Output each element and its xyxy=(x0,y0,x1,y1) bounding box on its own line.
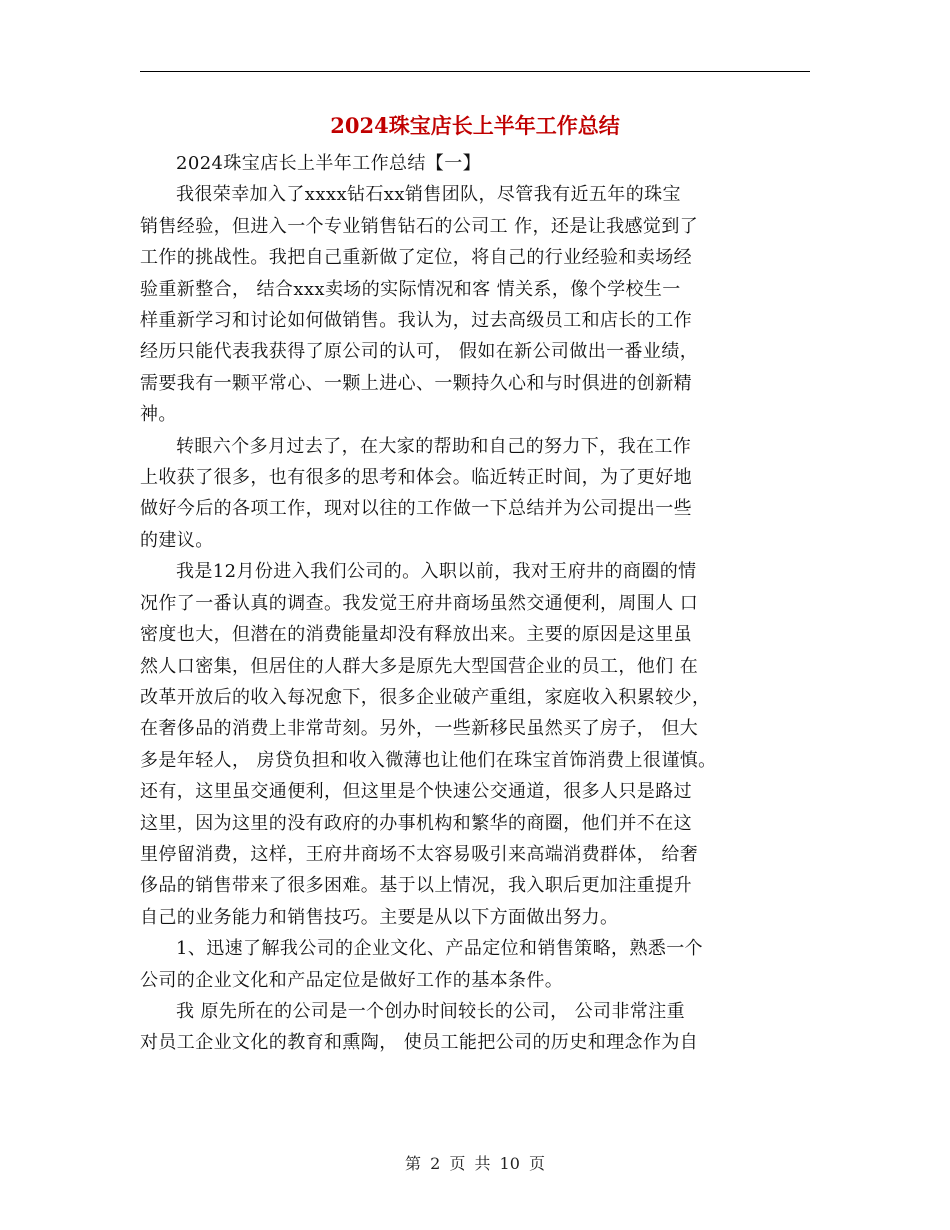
paragraph-line: 转眼六个多月过去了，在大家的帮助和自己的努力下，我在工作 xyxy=(176,435,692,457)
section-subtitle xyxy=(140,148,810,179)
paragraph-line: 密度也大，但潜在的消费能量却没有释放出来。主要的原因是这里虽 xyxy=(140,624,692,646)
paragraph-line: 上收获了很多，也有很多的思考和体会。临近转正时间，为了更好地 xyxy=(140,467,692,489)
document-title: 2024珠宝店长上半年工作总结 xyxy=(330,113,620,138)
paragraph-line: 1、迅速了解我公司的企业文化、产品定位和销售策略，熟悉一个 xyxy=(176,938,704,960)
paragraph-line: 需要我有一颗平常心、一颗上进心、一颗持久心和与时俱进的创新精 xyxy=(140,372,692,394)
paragraph-line: 经历只能代表我获得了原公司的认可， 假如在新公司做出一番业绩， xyxy=(140,341,699,363)
document-body xyxy=(140,148,810,1059)
subtitle-text: 2024珠宝店长上半年工作总结【一】 xyxy=(176,153,482,174)
paragraph-line: 对员工企业文化的教育和熏陶， 使员工能把公司的历史和理念作为自 xyxy=(140,1032,699,1054)
paragraph-line: 做好今后的各项工作，现对以往的工作做一下总结并为公司提出一些 xyxy=(140,498,692,520)
paragraph-2 xyxy=(140,431,810,557)
paragraph-line: 这里，因为这里的没有政府的办事机构和繁华的商圈，他们并不在这 xyxy=(140,812,692,834)
paragraph-line: 况作了一番认真的调查。我发觉王府井商场虽然交通便利，周围人 口 xyxy=(140,592,699,614)
paragraph-line: 销售经验，但进入一个专业销售钻石的公司工 作，还是让我感觉到了 xyxy=(140,215,699,237)
paragraph-line: 验重新整合， 结合xxx卖场的实际情况和客 情关系，像个学校生一 xyxy=(140,278,681,300)
paragraph-line: 神。 xyxy=(140,404,177,426)
paragraph-line: 样重新学习和讨论如何做销售。我认为，过去高级员工和店长的工作 xyxy=(140,310,692,332)
paragraph-line: 里停留消费，这样，王府井商场不太容易吸引来高端消费群体， 给奢 xyxy=(140,843,699,865)
header-rule xyxy=(140,71,810,72)
page-number-footer: 第 2 页 共 10 页 xyxy=(405,1154,545,1173)
paragraph-line: 自己的业务能力和销售技巧。主要是从以下方面做出努力。 xyxy=(140,906,619,928)
paragraph-line: 公司的企业文化和产品定位是做好工作的基本条件。 xyxy=(140,969,564,991)
paragraph-line: 我 原先所在的公司是一个创办时间较长的公司， 公司非常注重 xyxy=(176,1000,686,1022)
paragraph-line: 在奢侈品的消费上非常苛刻。另外，一些新移民虽然买了房子， 但大 xyxy=(140,718,699,740)
paragraph-5 xyxy=(140,996,810,1059)
paragraph-line: 侈品的销售带来了很多困难。基于以上情况，我入职后更加注重提升 xyxy=(140,875,692,897)
paragraph-line: 然人口密集，但居住的人群大多是原先大型国营企业的员工，他们 在 xyxy=(140,655,699,677)
paragraph-line: 还有，这里虽交通便利，但这里是个快速公交通道，很多人只是路过 xyxy=(140,781,692,803)
paragraph-line: 工作的挑战性。我把自己重新做了定位，将自己的行业经验和卖场经 xyxy=(140,247,692,269)
paragraph-line: 的建议。 xyxy=(140,529,214,551)
paragraph-line: 多是年轻人， 房贷负担和收入微薄也让他们在珠宝首饰消费上很谨慎。 xyxy=(140,749,717,771)
paragraph-line: 我很荣幸加入了xxxx钻石xx销售团队，尽管我有近五年的珠宝 xyxy=(176,184,681,206)
paragraph-line: 我是12月份进入我们公司的。入职以前，我对王府井的商圈的情 xyxy=(176,561,697,583)
paragraph-1 xyxy=(140,179,810,430)
paragraph-4 xyxy=(140,933,810,996)
paragraph-3 xyxy=(140,556,810,933)
paragraph-line: 改革开放后的收入每况愈下，很多企业破产重组，家庭收入积累较少， xyxy=(140,686,711,708)
